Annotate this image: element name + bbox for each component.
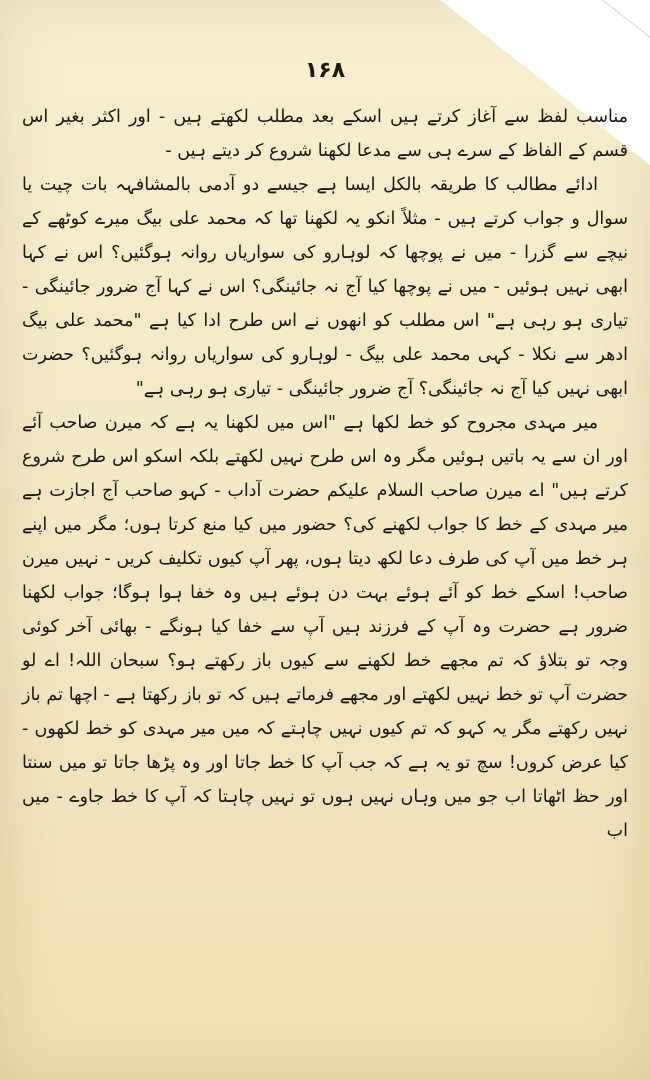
- paragraph-1: مناسب لفظ سے آغاز کرتے ہیں اسکے بعد مطلب لکھتے ہیں - اور اکثر بغیر اس قسم کے الفاظ کے سرے ہی سے مدعا لکھنا شروع کر دیتے ہیں -: [22, 107, 628, 161]
- paragraph-3: میر مہدی مجروح کو خط لکھا ہے "اس میں لکھنا یہ ہے کہ میرن صاحب آئے اور ان سے یہ باتیں ہوئیں مگر وہ اس طرح نہیں لکھتے بلکہ اسکو اس طرح شروع کرتے ہیں" اے میرن صاحب السلام علیکم حضرت آداب - کہو صاحب آج اجازت ہے میر مہدی کے خط کا جواب لکھنے کی؟ حضور میں کیا منع کرتا ہوں؛ مگر میں اپنے ہر خط میں آپ کی طرف دعا لکھ دیتا ہوں، پھر آپ کیوں تکلیف کریں - نہیں میرن صاحب! اسکے خط کو آئے ہوئے بہت دن ہوئے ہیں وہ خفا ہوا ہوگا؛ جواب لکھنا ضرور ہے حضرت وہ آپ کے فرزند ہیں آپ سے خفا کیا ہونگے - بھائی آخر کوئی وجہ تو بتلاؤ کہ تم مجھے خط لکھنے سے کیوں باز رکھتے ہو؟ سبحان اللہ! اے لو حضرت آپ تو خط نہیں لکھتے اور مجھے فرماتے ہیں کہ تو باز رکھتا ہے - اچھا تم باز نہیں رکھتے مگر یہ کہو کہ تم کیوں نہیں چاہتے کہ میں میر مہدی کو خط لکھوں - کیا عرض کروں! سچ تو یہ ہے کہ جب آپ کا خط جاتا اور وہ پڑھا جاتا تو میں سنتا اور حظ اٹھاتا اب جو میں وہاں نہیں ہوں تو نہیں چاہتا کہ آپ کا خط جاوے - میں اب: [22, 413, 628, 841]
- body-text: [22, 100, 628, 848]
- page-number: ۱۶۸: [304, 58, 346, 83]
- paragraph-2: ادائے مطالب کا طریقہ بالکل ایسا ہے جیسے دو آدمی بالمشافہہ بات چیت یا سوال و جواب کرتے ہیں - مثلاً انکو یہ لکھنا تھا کہ محمد علی بیگ میرے کوٹھے کے نیچے سے گزرا - میں نے پوچھا کہ لوہارو کی سواریاں روانہ ہوگئیں؟ اس نے کہا ابھی نہیں ہوئیں - میں نے پوچھا کیا آج نہ جائینگی؟ اس نے کہا آج ضرور جائینگی - تیاری ہو رہی ہے" اس مطلب کو انھوں نے اس طرح ادا کیا ہے "محمد علی بیگ ادھر سے نکلا - کہی محمد علی بیگ - لوہارو کی سواریاں روانہ ہوگئیں؟ حضرت ابھی نہیں کیا آج نہ جائینگی؟ آج ضرور جائینگی - تیاری ہو رہی ہے": [22, 175, 628, 399]
